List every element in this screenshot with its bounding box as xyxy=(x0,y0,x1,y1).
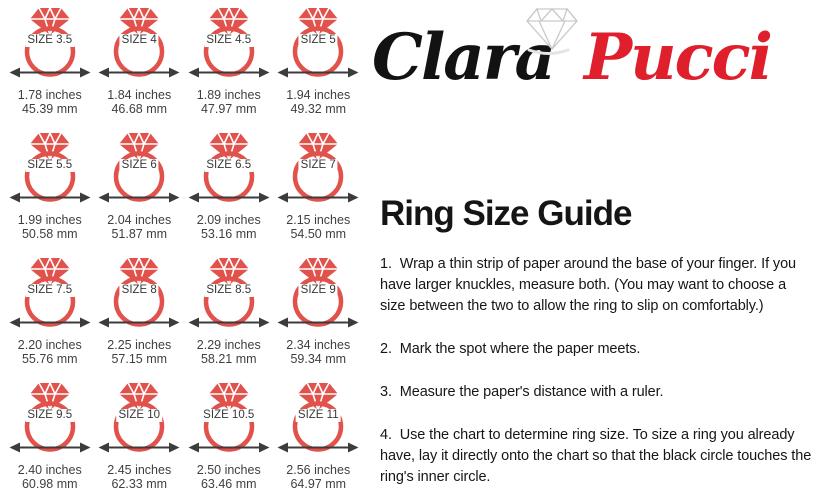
ring-size-cell xyxy=(184,132,274,257)
step-1: 1. Wrap a thin strip of paper around the base of your finger. If you have larger knuckles, measure both. (You may want to choose a size between the two to allow the ring to slip on comfortably.) xyxy=(380,256,800,314)
ring-diameter-inches: 2.04 inches xyxy=(107,213,172,227)
diamond-outline-icon xyxy=(516,4,588,58)
ring-diameter-inches: 1.99 inches xyxy=(17,213,82,227)
ring-size-label: SIZE 6 xyxy=(121,159,157,171)
ring-measurements xyxy=(107,88,171,116)
ring-measurements xyxy=(107,463,171,491)
ring-size-label: SIZE 7.5 xyxy=(27,284,73,296)
ring-diameter-inches: 2.45 inches xyxy=(107,463,172,477)
ring-diameter-inches: 1.84 inches xyxy=(107,88,172,102)
brand-name-first-word: Clara xyxy=(372,20,554,95)
ring-diameter-inches: 2.25 inches xyxy=(107,338,172,352)
ring-diameter-mm: 63.46 mm xyxy=(200,477,257,491)
ring-diameter-inches: 2.09 inches xyxy=(196,213,261,227)
ring-diameter-inches: 2.40 inches xyxy=(17,463,82,477)
ring-diameter-mm: 46.68 mm xyxy=(111,102,168,116)
ring-size-cell xyxy=(274,257,364,382)
ring-size-label: SIZE 11 xyxy=(297,409,339,421)
ring-diameter-inches: 2.29 inches xyxy=(196,338,261,352)
ring-size-cell xyxy=(184,382,274,501)
ring-measurements xyxy=(197,338,261,366)
ring-diameter-mm: 50.58 mm xyxy=(21,227,78,241)
ring-measurements xyxy=(286,88,350,116)
ring-illustration xyxy=(274,7,362,81)
ring-diameter-mm: 53.16 mm xyxy=(200,227,257,241)
step-3: 3. Measure the paper's distance with a ruler. xyxy=(380,384,664,400)
ring-size-cell xyxy=(274,7,364,132)
ring-size-cell xyxy=(95,382,185,501)
ring-diameter-inches: 2.56 inches xyxy=(286,463,351,477)
ring-measurements xyxy=(18,213,82,241)
ring-measurements xyxy=(18,88,82,116)
ring-measurements xyxy=(286,213,350,241)
ring-size-cell xyxy=(5,257,95,382)
ring-diameter-mm: 64.97 mm xyxy=(290,477,347,491)
ring-illustration xyxy=(185,132,273,206)
ring-measurements xyxy=(18,338,82,366)
brand-name-second-word: Pucci xyxy=(584,20,771,95)
ring-illustration xyxy=(95,132,183,206)
ring-size-cell xyxy=(184,7,274,132)
page-title: Ring Size Guide xyxy=(380,194,632,233)
ring-illustration xyxy=(274,257,362,331)
ring-size-cell xyxy=(95,7,185,132)
ring-illustration xyxy=(95,7,183,81)
ring-measurements xyxy=(197,463,261,491)
ring-diameter-mm: 62.33 mm xyxy=(111,477,168,491)
ring-diameter-inches: 2.20 inches xyxy=(17,338,82,352)
ring-size-cell xyxy=(95,132,185,257)
ring-size-label: SIZE 5 xyxy=(300,34,336,46)
ring-size-label: SIZE 10.5 xyxy=(203,409,255,421)
ring-size-cell xyxy=(274,382,364,501)
ring-measurements xyxy=(286,463,350,491)
ring-diameter-inches: 1.78 inches xyxy=(17,88,82,102)
ring-size-label: SIZE 8.5 xyxy=(206,284,252,296)
ring-illustration xyxy=(185,257,273,331)
ring-diameter-mm: 55.76 mm xyxy=(21,352,78,366)
ring-measurements xyxy=(107,213,171,241)
ring-size-label: SIZE 6.5 xyxy=(206,159,252,171)
ring-diameter-inches: 2.34 inches xyxy=(286,338,351,352)
ring-illustration xyxy=(95,257,183,331)
ring-size-label: SIZE 5.5 xyxy=(27,159,73,171)
brand-logo xyxy=(370,0,800,110)
ring-size-label: SIZE 3.5 xyxy=(27,34,73,46)
ring-size-label: SIZE 9.5 xyxy=(27,409,73,421)
ring-size-cell xyxy=(274,132,364,257)
ring-measurements xyxy=(197,88,261,116)
ring-size-label: SIZE 10 xyxy=(118,409,161,421)
ring-diameter-mm: 60.98 mm xyxy=(21,477,78,491)
ring-diameter-mm: 47.97 mm xyxy=(200,102,257,116)
ring-illustration xyxy=(6,7,94,81)
ring-diameter-mm: 58.21 mm xyxy=(200,352,257,366)
ring-size-label: SIZE 4 xyxy=(121,34,157,46)
ring-diameter-mm: 57.15 mm xyxy=(111,352,168,366)
ring-size-cell xyxy=(5,382,95,501)
ring-diameter-mm: 49.32 mm xyxy=(290,102,347,116)
ring-illustration xyxy=(185,7,273,81)
ring-illustration xyxy=(6,257,94,331)
ring-illustration xyxy=(95,382,183,456)
ring-size-cell xyxy=(184,257,274,382)
ring-illustration xyxy=(185,382,273,456)
ring-measurements xyxy=(197,213,261,241)
step-2: 2. Mark the spot where the paper meets. xyxy=(380,341,641,357)
ring-illustration xyxy=(6,132,94,206)
ring-size-label: SIZE 8 xyxy=(121,284,157,296)
ring-illustration xyxy=(274,382,362,456)
ring-diameter-mm: 59.34 mm xyxy=(290,352,347,366)
ring-diameter-inches: 2.50 inches xyxy=(196,463,261,477)
ring-diameter-mm: 54.50 mm xyxy=(290,227,347,241)
instruction-steps xyxy=(380,254,814,501)
ring-illustration xyxy=(274,132,362,206)
ring-illustration xyxy=(6,382,94,456)
ring-size-label: SIZE 4.5 xyxy=(206,34,252,46)
ring-size-chart xyxy=(5,7,363,501)
ring-diameter-mm: 45.39 mm xyxy=(21,102,78,116)
step-4: 4. Use the chart to determine ring size. To size a ring you already have, lay it directly onto the chart so that the black circle touches the ring's inner circle. xyxy=(380,427,816,485)
ring-diameter-mm: 51.87 mm xyxy=(111,227,168,241)
ring-measurements xyxy=(18,463,82,491)
ring-size-cell xyxy=(5,132,95,257)
ring-size-cell xyxy=(95,257,185,382)
ring-measurements xyxy=(286,338,350,366)
ring-size-label: SIZE 9 xyxy=(300,284,336,296)
ring-measurements xyxy=(107,338,171,366)
ring-size-cell xyxy=(5,7,95,132)
ring-diameter-inches: 1.89 inches xyxy=(196,88,261,102)
ring-diameter-inches: 2.15 inches xyxy=(286,213,351,227)
ring-diameter-inches: 1.94 inches xyxy=(286,88,351,102)
ring-size-label: SIZE 7 xyxy=(300,159,336,171)
